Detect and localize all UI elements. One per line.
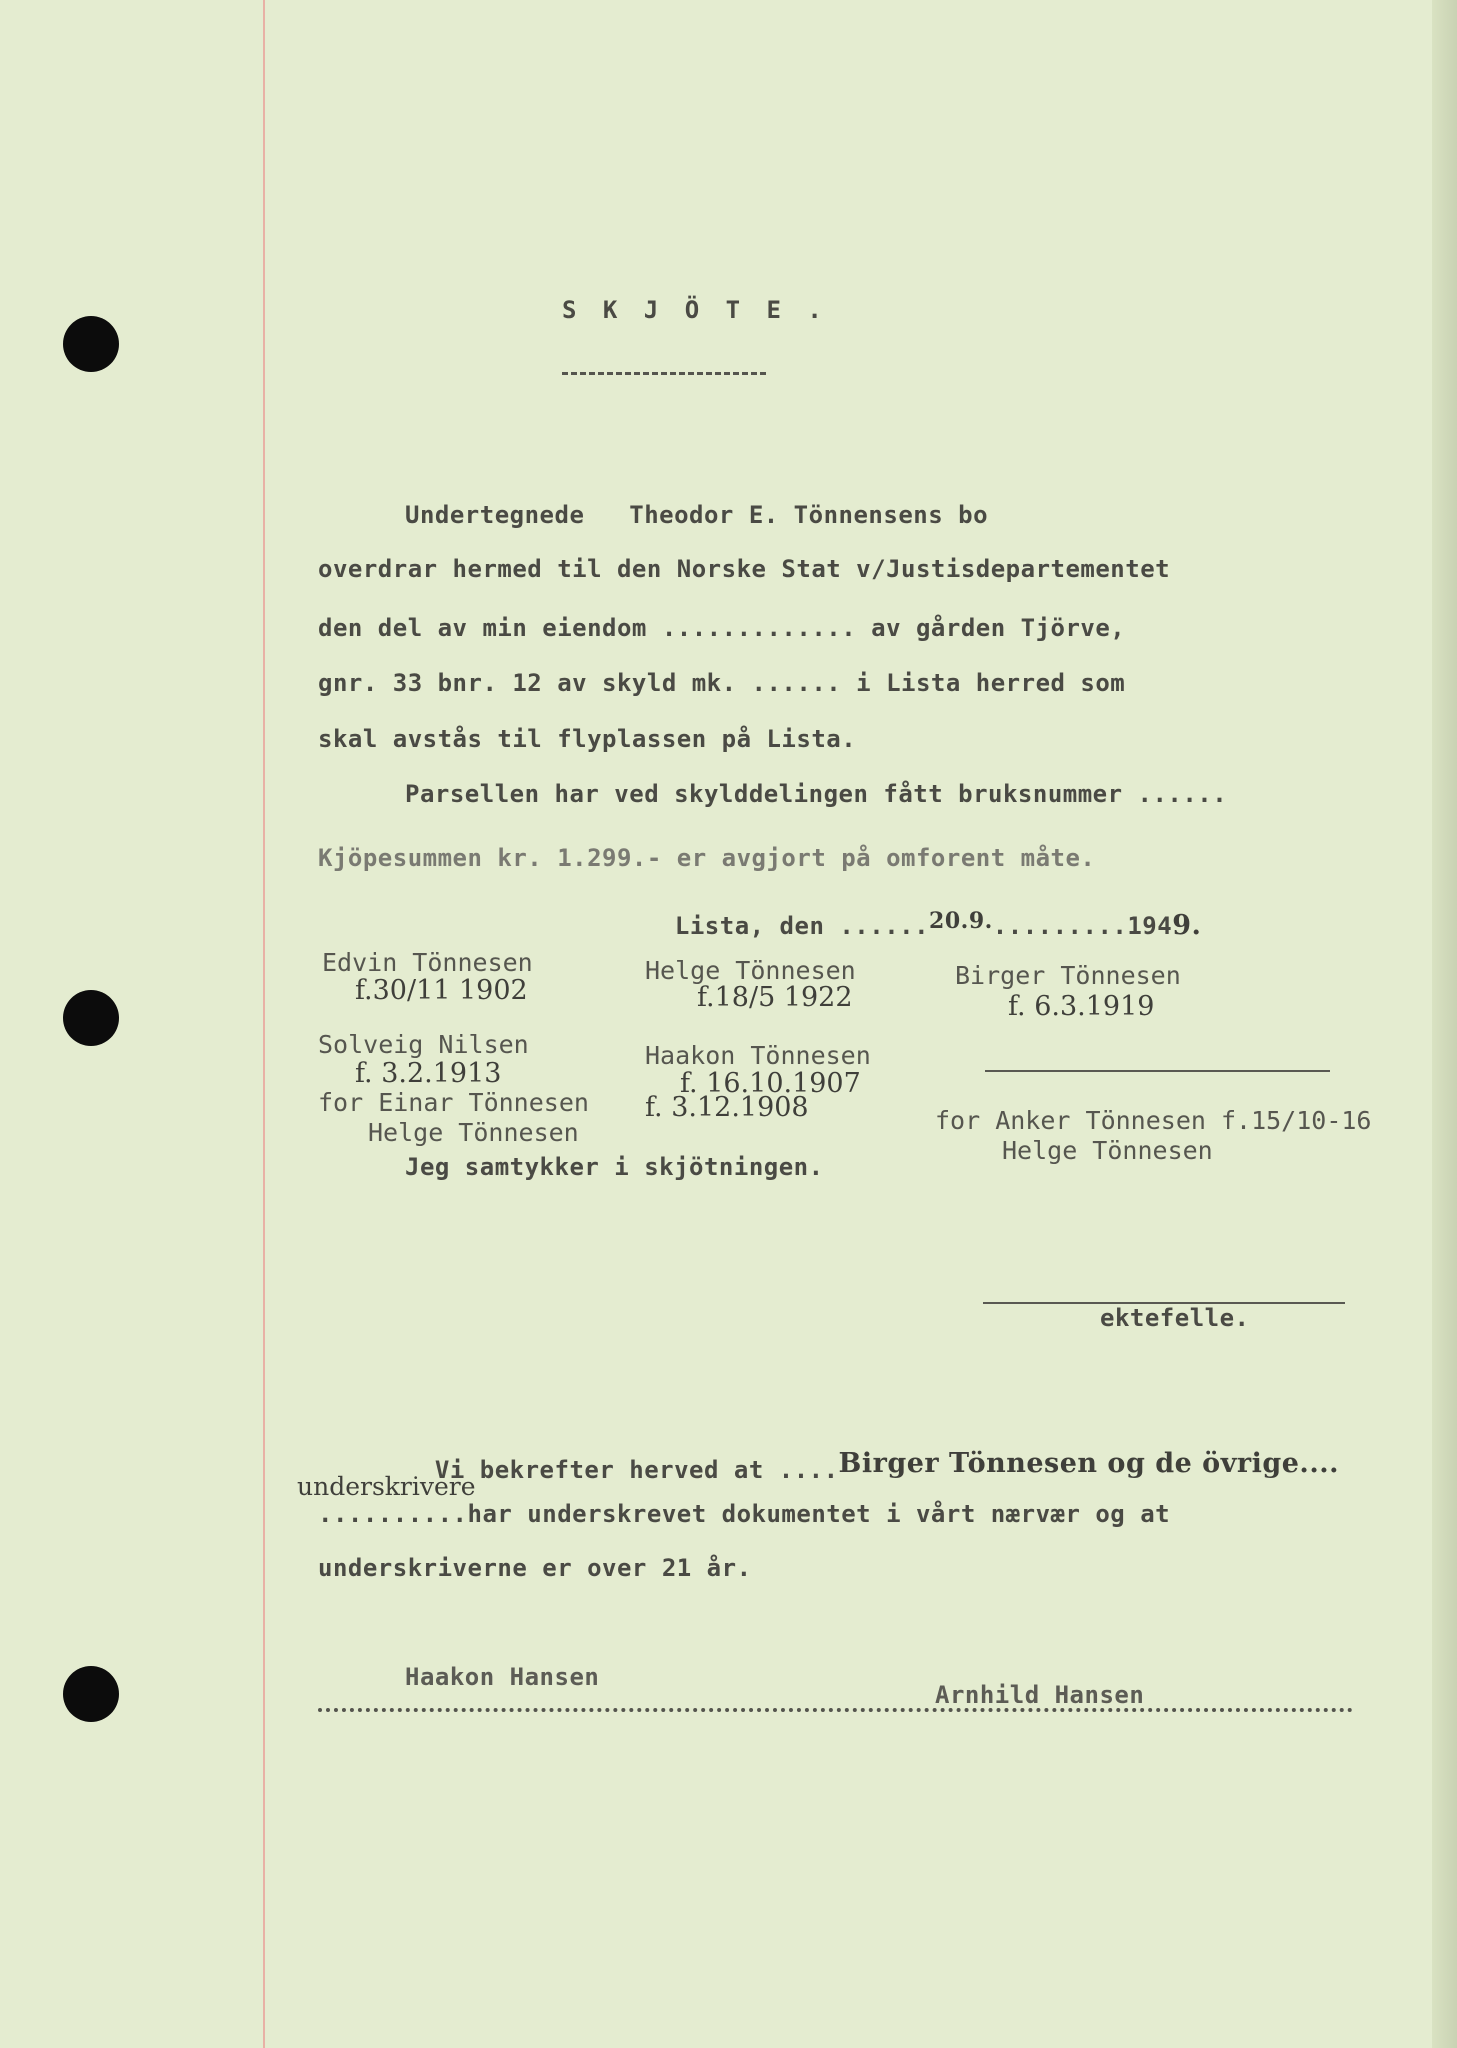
- signer-name: Helge Tönnesen: [645, 956, 856, 985]
- signer-name: Haakon Tönnesen: [645, 1041, 871, 1070]
- witness-line: ..........har underskrevet dokumentet i vårt nærvær og at: [318, 1500, 1171, 1528]
- place-date: [645, 888, 1201, 939]
- witness-handwritten: underskrivere: [297, 1472, 476, 1501]
- signer-name: Solveig Nilsen: [318, 1030, 529, 1059]
- body-line: overdrar hermed til den Norske Stat v/Justisdepartementet: [318, 555, 1171, 583]
- witness-line: Vi bekrefter herved at ....Birger Tönnesen og de övrige....: [434, 1448, 1340, 1484]
- handwritten-date: 20.9.: [929, 908, 993, 934]
- witness-name: Haakon Hansen: [405, 1663, 600, 1691]
- consent-statement: Jeg samtykker i skjötningen.: [405, 1153, 824, 1181]
- signer-birthdate: f. 16.10.1907: [680, 1068, 861, 1099]
- signer-birthdate: f. 3.12.1908: [645, 1092, 809, 1123]
- punch-hole: [63, 1666, 119, 1722]
- body-line: skal avstås til flyplassen på Lista.: [318, 725, 857, 753]
- body-line: gnr. 33 bnr. 12 av skyld mk. ...... i Lista herred som: [318, 669, 1126, 697]
- paper-edge: [1432, 0, 1457, 2048]
- signer-name: Birger Tönnesen: [955, 961, 1181, 990]
- body-line: Kjöpesummen kr. 1.299.- er avgjort på omforent måte.: [318, 844, 1096, 872]
- witness-prefix: Vi bekrefter herved at: [434, 1456, 764, 1484]
- witness-line: underskriverne er over 21 år.: [318, 1554, 752, 1582]
- body-line: den del av min eiendom ............. av gården Tjörve,: [318, 614, 1126, 642]
- signer-on-behalf: for Einar Tönnesen: [318, 1088, 589, 1117]
- signer-name: Edvin Tönnesen: [322, 948, 533, 977]
- title-underline: [562, 372, 766, 375]
- signer-birthdate: f.30/11 1902: [355, 975, 528, 1006]
- place-date-suffix: .........194: [992, 912, 1173, 940]
- punch-hole: [63, 990, 119, 1046]
- margin-rule: [263, 0, 265, 2048]
- signer-birthdate: f.18/5 1922: [697, 982, 853, 1013]
- spouse-label: ektefelle.: [1100, 1304, 1250, 1332]
- signer-guardian: Helge Tönnesen: [368, 1118, 579, 1147]
- signer-on-behalf: for Anker Tönnesen f.15/10-16: [935, 1106, 1372, 1135]
- place-date-prefix: Lista, den ......: [674, 912, 930, 940]
- signer-birthdate: f. 3.2.1913: [355, 1058, 502, 1089]
- document-title: S K J Ö T E .: [562, 296, 828, 324]
- body-line: Parsellen har ved skylddelingen fått bruksnummer ......: [405, 780, 1228, 808]
- witness-signature-dots: [318, 1708, 1353, 1712]
- signature-line: [985, 1070, 1330, 1072]
- signer-birthdate: f. 6.3.1919: [1008, 991, 1155, 1022]
- body-line: Undertegnede Theodor E. Tönnensens bo: [405, 501, 989, 529]
- signer-guardian: Helge Tönnesen: [1002, 1136, 1213, 1165]
- witness-handwritten-names: Birger Tönnesen og de övrige....: [838, 1448, 1340, 1479]
- handwritten-year: 9.: [1172, 910, 1202, 941]
- punch-hole: [63, 316, 119, 372]
- witness-name: Arnhild Hansen: [935, 1681, 1145, 1709]
